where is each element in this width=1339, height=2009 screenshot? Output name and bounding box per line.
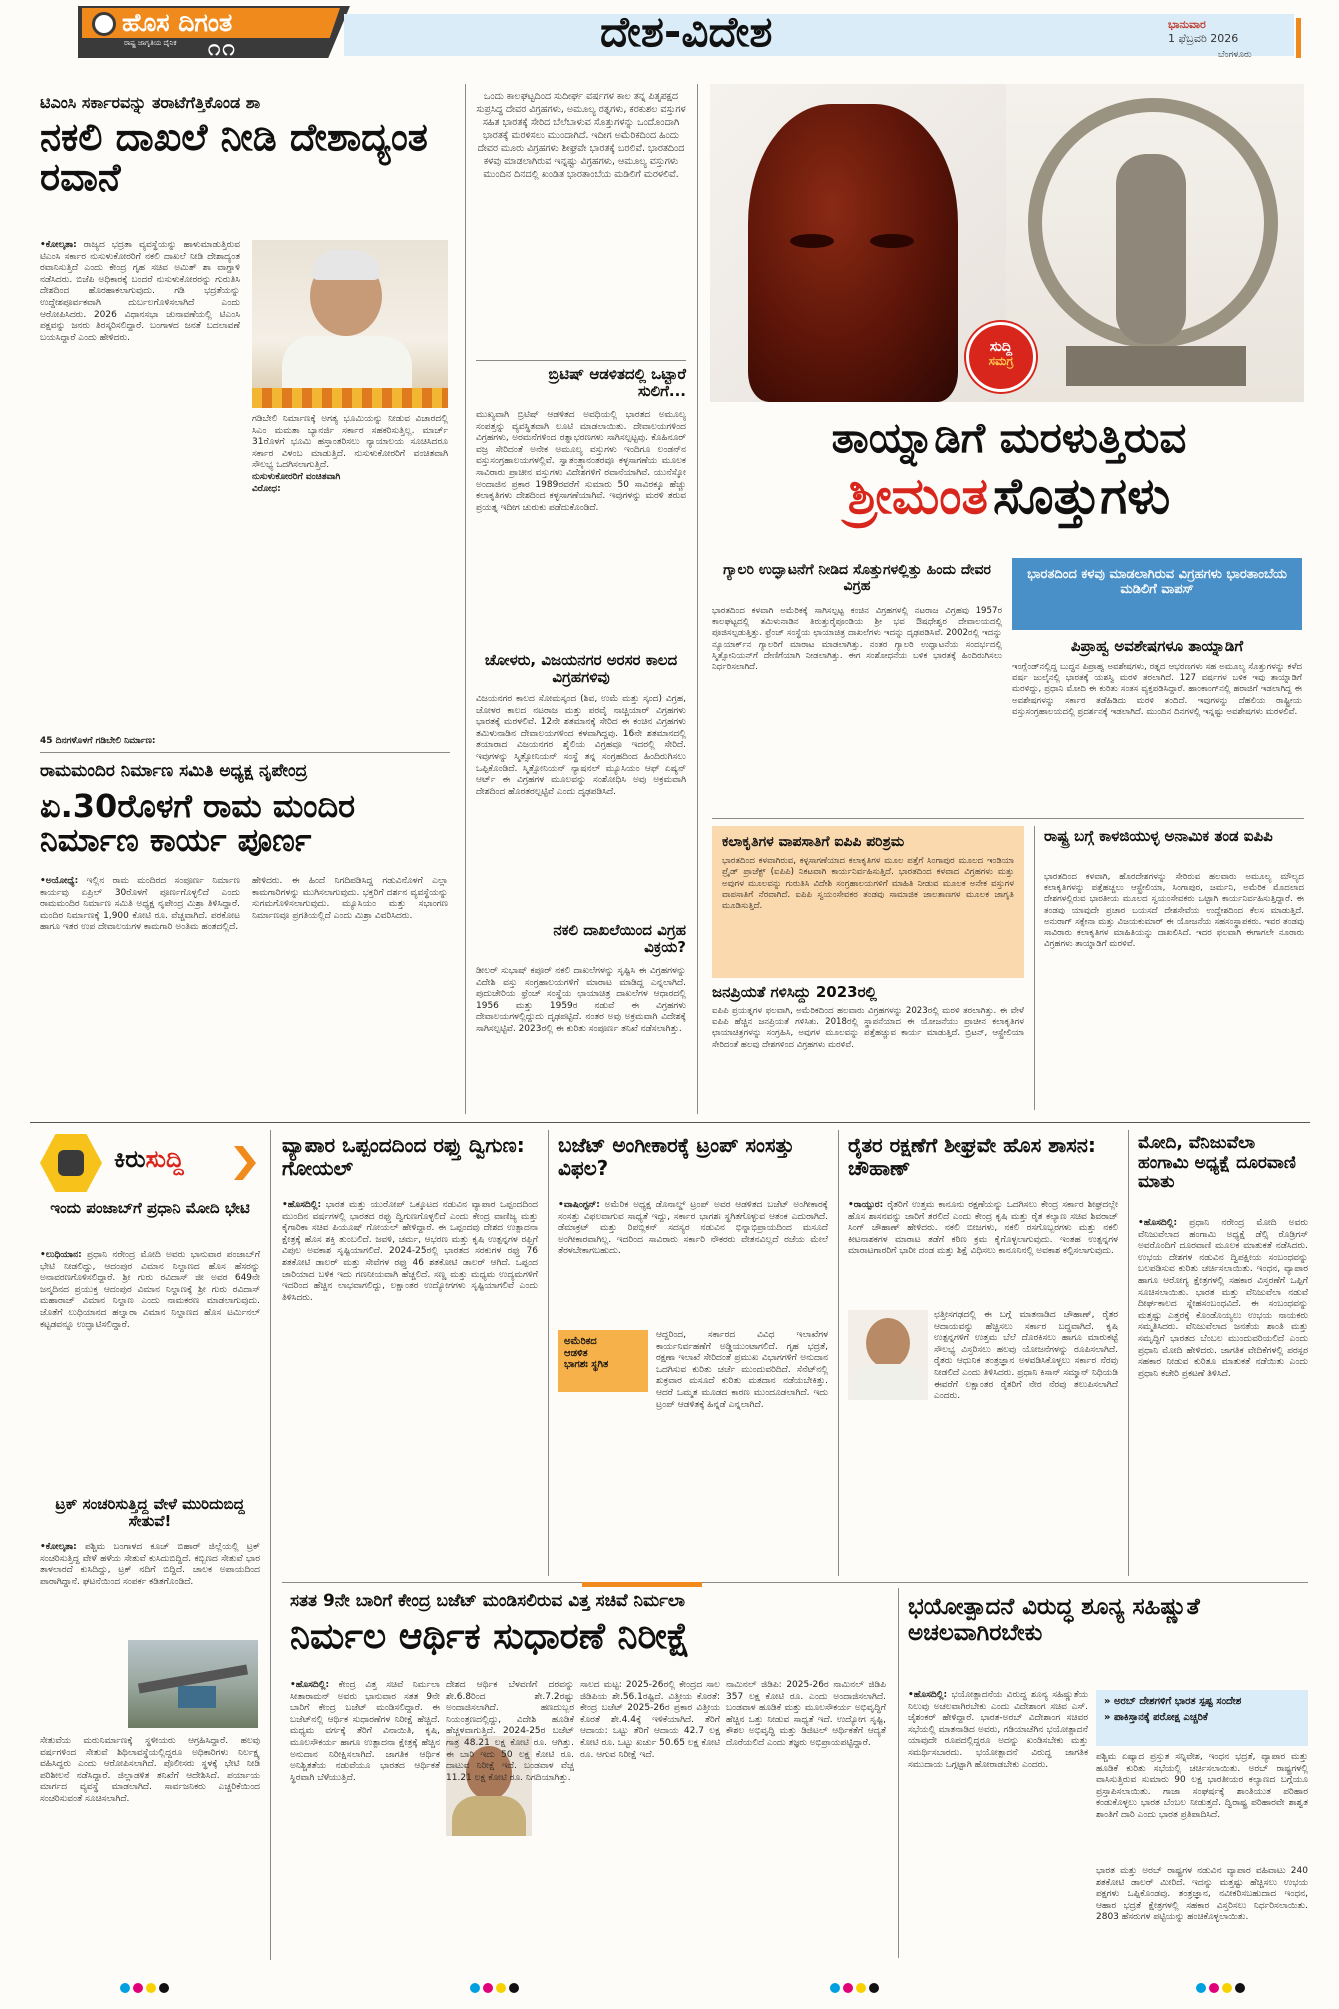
farmer-headline: ರೈತರ ರಕ್ಷಣೆಗೆ ಶೀಘ್ರವೇ ಹೊಸ ಶಾಸನ: ಚೌಹಾಣ್ — [848, 1133, 1096, 1180]
kiru-item2-body — [40, 1542, 260, 1624]
trump-box-line3: ಭಾಗಶಃ ಸ್ಥಗಿತ — [564, 1359, 609, 1370]
trade-text: ಭಾರತ ಮತ್ತು ಯುರೋಪ್ ಒಕ್ಕೂಟದ ನಡುವಿನ ವ್ಯಾಪಾರ ಒಪ್ಪಂದದಿಂದ ಮುಂದಿನ ವರ್ಷಗಳಲ್ಲಿ ಭಾರತದ ರಫ್ತು ದ್ವಿಗುಣಗೊಳ್ಳಲಿದೆ ಎಂದು ಕೇಂದ್ರ ವಾಣಿಜ್ಯ ಮತ್ತು ಕೈಗಾರಿಕಾ ಸಚಿವ ಪಿಯೂಷ್ ಗೋಯಲ್ ಹೇಳಿದ್ದಾರೆ. ಈ ಒಪ್ಪಂದವು ದೇಶದ ಉತ್ಪಾದನಾ ಕ್ಷೇತ್ರಕ್ಕೆ ಹೊಸ ಶಕ್ತಿ ತುಂಬಲಿದೆ. ಜವಳಿ, ಚರ್ಮ, ಆಭರಣ ಮತ್ತು ಕೃಷಿ ಉತ್ಪನ್ನಗಳ ರಫ್ತಿಗೆ ವಿಪುಲ ಅವಕಾಶ ಸೃಷ್ಟಿಯಾಗಲಿದೆ. 2024-25ರಲ್ಲಿ ಭಾರತದ ಸರಕುಗಳ ರಫ್ತು 76 ಶತಕೋಟಿ ಡಾಲರ್ ಮತ್ತು ಸೇವೆಗಳ ರಫ್ತು 46 ಶತಕೋಟಿ ಡಾಲರ್ ಆಗಿದೆ. ಒಪ್ಪಂದ ಜಾರಿಯಾದ ಬಳಿಕ ಇದು ಗಣನೀಯವಾಗಿ ಹೆಚ್ಚಲಿದೆ. ಸಣ್ಣ ಮತ್ತು ಮಧ್ಯಮ ಉದ್ಯಮಗಳಿಗೆ ಇದರಿಂದ ಹೆಚ್ಚಿನ ಲಾಭವಾಗಲಿದ್ದು, ಲಕ್ಷಾಂತರ ಉದ್ಯೋಗಗಳು ಸೃಷ್ಟಿಯಾಗಲಿವೆ ಎಂದು ತಿಳಿಸಿದರು. — [282, 1200, 538, 1303]
modi-ven-dateline: •ಹೊಸದಿಲ್ಲಿ: — [1138, 1218, 1178, 1228]
intro-body: ಒಂದು ಕಾಲಘಟ್ಟದಿಂದ ಸುದೀರ್ಘ ವರ್ಷಗಳ ಕಾಲ ತನ್ನ ಪಿತೃಪಕ್ಷದ ಸುಪ್ರಸಿದ್ಧ ದೇವರ ವಿಗ್ರಹಗಳು, ಅಮೂಲ್ಯ ರತ್ನಗಳು, ಕರಕುಶಲ ವಸ್ತುಗಳ ಸಹಿತ ಭಾರತಕ್ಕೆ ಸೇರಿದ ಬೆಲೆಬಾಳುವ ಸೊತ್ತುಗಳನ್ನು ಒಂದೊಂದಾಗಿ ಭಾರತಕ್ಕೆ ಮರಳಿಸಲು ಮುಂದಾಗಿದೆ. ಇದೀಗ ಅಮೆರಿಕದಿಂದ ಹಿಂದು ದೇವರ ಮೂರು ವಿಗ್ರಹಗಳು ಶೀಘ್ರವೇ ಭಾರತಕ್ಕೆ ಬರಲಿವೆ. ಭಾರತದಿಂದ ಕಳವು ಮಾಡಲಾಗಿರುವ ಇನ್ನಷ್ಟು ವಿಗ್ರಹಗಳು, ಆಮೂಲ್ಯ ವಸ್ತುಗಳು ಮುಂದಿನ ದಿನದಲ್ಲಿ ಖಂಡಿತ ಭಾರತಾಂಬೆಯ ಮಡಿಲಿಗೆ ಮರಳಲಿವೆ. — [476, 91, 686, 180]
divider — [476, 360, 686, 361]
trump-text: ಅಮೆರಿಕ ಅಧ್ಯಕ್ಷ ಡೊನಾಲ್ಡ್ ಟ್ರಂಪ್ ಅವರ ಆಡಳಿತದ ಬಜೆಟ್ ಅಂಗೀಕಾರಕ್ಕೆ ಸಂಸತ್ತು ವಿಫಲವಾಗುವ ಸಾಧ್ಯತೆ ಇದ್ದು, ಸರ್ಕಾರ ಭಾಗಶಃ ಸ್ಥಗಿತಗೊಳ್ಳುವ ಆತಂಕ ಎದುರಾಗಿದೆ. ಡೆಮಾಕ್ರಟ್ ಮತ್ತು ರಿಪಬ್ಲಿಕನ್ ಸದಸ್ಯರ ನಡುವಿನ ಭಿನ್ನಾಭಿಪ್ರಾಯದಿಂದ ಮಸೂದೆ ಅಂಗೀಕಾರವಾಗಿಲ್ಲ. ಇದರಿಂದ ಸಾವಿರಾರು ಸರ್ಕಾರಿ ನೌಕರರು ವೇತನವಿಲ್ಲದೆ ರಜೆಯ ಮೇಲೆ ತೆರಳಬೇಕಾಗಬಹುದು. — [558, 1200, 828, 1257]
orange-box-body: ಭಾರತದಿಂದ ಕಳವಾಗಿರುವ, ಕಳ್ಳಸಾಗಣೆಯಾದ ಕಲಾಕೃತಿಗಳ ಮೂಲ ಪತ್ತೆಗೆ ಸಿಂಗಾಪುರ ಮೂಲದ ಇಂಡಿಯಾ ಪ್ರೈಡ್ ಪ್ರಾಜೆಕ್ಟ್ (ಐಪಿಪಿ) ನಿಕಟವಾಗಿ ಕಾರ್ಯನಿರ್ವಹಿಸುತ್ತಿದೆ. ಭಾರತದಿಂದ ಕಳವಾದ ವಿಗ್ರಹಗಳು ಮತ್ತು ಅವುಗಳ ಮೂಲವನ್ನು ಗುರುತಿಸಿ ವಿದೇಶಿ ಸಂಗ್ರಹಾಲಯಗಳಿಗೆ ಮಾಹಿತಿ ನೀಡುವ ಮೂಲಕ ಅನೇಕ ವಸ್ತುಗಳ ವಾಪಸಾತಿಗೆ ನೆರವಾಗಿದೆ. ಐಪಿಪಿ ಸ್ವಯಂಸೇವಕರ ತಂಡವು ಸಾಮಾಜಿಕ ಜಾಲತಾಣಗಳ ಮೂಲಕ ಜಾಗೃತಿ ಮೂಡಿಸುತ್ತಿದೆ. — [722, 856, 1014, 911]
bronze-head-shape — [748, 104, 958, 402]
magenta-dot — [1209, 1983, 1219, 1993]
magenta-dot — [133, 1983, 143, 1993]
kiru-item2-headline: ಟ್ರಕ್ ಸಂಚರಿಸುತ್ತಿದ್ದ ವೇಳೆ ಮುರಿದುಬಿದ್ದ ಸೇತುವೆ! — [55, 1495, 245, 1531]
logo-text: ಹೊಸ ದಿಗಂತ — [122, 8, 233, 37]
farmer-text: ರೈತರಿಗೆ ಉತ್ತಮ ಕಾನೂನು ರಕ್ಷಣೆಯನ್ನು ಒದಗಿಸಲು ಕೇಂದ್ರ ಸರ್ಕಾರ ಶೀಘ್ರದಲ್ಲೇ ಹೊಸ ಶಾಸನವನ್ನು ಜಾರಿಗೆ ತರಲಿದೆ ಎಂದು ಕೇಂದ್ರ ಕೃಷಿ ಮತ್ತು ರೈತ ಕಲ್ಯಾಣ ಸಚಿವ ಶಿವರಾಜ್ ಸಿಂಗ್ ಚೌಹಾಣ್ ಹೇಳಿದರು. ನಕಲಿ ಬೀಜಗಳು, ನಕಲಿ ರಸಗೊಬ್ಬರಗಳು ಮತ್ತು ನಕಲಿ ಕೀಟನಾಶಕಗಳ ಮಾರಾಟ ತಡೆಗೆ ಕಠಿಣ ಕ್ರಮ ಕೈಗೊಳ್ಳಲಾಗುವುದು. ಇಂತಹ ಉತ್ಪನ್ನಗಳ ಮಾರಾಟಗಾರರಿಗೆ ಭಾರೀ ದಂಡ ಮತ್ತು ಶಿಕ್ಷೆ ವಿಧಿಸಲು ಕಾನೂನಿನಲ್ಲಿ ಅವಕಾಶ ಕಲ್ಪಿಸಲಾಗುವುದು. — [848, 1200, 1118, 1257]
trump-box-line1: ಅಮೆರಿಕದ — [564, 1336, 597, 1347]
printer-marks-far-right — [1196, 1978, 1248, 1997]
kiru-item2-text: ಪಶ್ಚಿಮ ಬಂಗಾಳದ ಕೂಚ್ ಬಿಹಾರ್ ಜಿಲ್ಲೆಯಲ್ಲಿ ಟ್ರಕ್ ಸಂಚರಿಸುತ್ತಿದ್ದ ವೇಳೆ ಹಳೆಯ ಸೇತುವೆ ಕುಸಿದುಬಿದ್ದಿದೆ. ಕಬ್ಬಿಣದ ಸೇತುವೆ ಭಾರ ತಾಳಲಾರದೆ ಕುಸಿದಿದ್ದು, ಟ್ರಕ್ ನದಿಗೆ ಬಿದ್ದಿದೆ. ಚಾಲಕ ಅಪಾಯದಿಂದ ಪಾರಾಗಿದ್ದಾನೆ. ಘಟನೆಯಿಂದ ಸಂಪರ್ಕ ಕಡಿತಗೊಂಡಿದೆ. — [40, 1542, 260, 1587]
kirusuddi-suffix: ಸುದ್ದಿ — [145, 1145, 184, 1173]
terror-highlight-box — [1096, 1690, 1308, 1746]
section-title: ದೇಶ-ವಿದೇಶ — [600, 7, 773, 56]
magenta-dot — [843, 1983, 853, 1993]
tmc-body-text-2: ಗಡಿಬೇಲಿ ನಿರ್ಮಾಣಕ್ಕೆ ಅಗತ್ಯ ಭೂಮಿಯನ್ನು ನೀಡುವ ವಿಚಾರದಲ್ಲಿ ಸಿಎಂ ಮಮತಾ ಬ್ಯಾನರ್ಜಿ ಸರ್ಕಾರ ಸಹಕರಿಸುತ್ತಿಲ್ಲ. ಮಾರ್ಚ್ 31ರೊಳಗೆ ಭೂಮಿ ಹಸ್ತಾಂತರಿಸಲು ನ್ಯಾಯಾಲಯ ಸೂಚಿಸಿದರೂ ಸರ್ಕಾರ ವಿಳಂಬ ಮಾಡುತ್ತಿದೆ. ನುಸುಳುಕೋರರಿಗೆ ವಂಚಿತವಾಗಿ ಸೌಲಭ್ಯ ಒದಗಿಸಲಾಗುತ್ತಿದೆ. — [252, 414, 448, 471]
kiru-item2-more: ಸೇತುವೆಯ ಮರುನಿರ್ಮಾಣಕ್ಕೆ ಸ್ಥಳೀಯರು ಆಗ್ರಹಿಸಿದ್ದಾರೆ. ಹಲವು ವರ್ಷಗಳಿಂದ ಸೇತುವೆ ಶಿಥಿಲಾವಸ್ಥೆಯಲ್ಲಿದ್ದರೂ ಅಧಿಕಾರಿಗಳು ನಿರ್ಲಕ್ಷ್ಯ ವಹಿಸಿದ್ದರು ಎಂದು ಆರೋಪಿಸಲಾಗಿದೆ. ಪೊಲೀಸರು ಸ್ಥಳಕ್ಕೆ ಭೇಟಿ ನೀಡಿ ಪರಿಶೀಲನೆ ನಡೆಸಿದ್ದಾರೆ. ಜಿಲ್ಲಾಡಳಿತ ತನಿಖೆಗೆ ಆದೇಶಿಸಿದೆ. ಪರ್ಯಾಯ ಮಾರ್ಗದ ವ್ಯವಸ್ಥೆ ಮಾಡಲಾಗಿದೆ. ಸಾರ್ವಜನಿಕರು ಎಚ್ಚರಿಕೆಯಿಂದ ಸಂಚರಿಸುವಂತೆ ಸೂಚಿಸಲಾಗಿದೆ. — [40, 1736, 260, 1804]
bronze-eye-right — [870, 234, 914, 248]
printer-marks-center — [470, 1978, 522, 1997]
terror-box-item2: » ಪಾಕಿಸ್ತಾನಕ್ಕೆ ಪರೋಕ್ಷ ಎಚ್ಚರಿಕೆ — [1104, 1711, 1208, 1723]
modi-ven-text: ಪ್ರಧಾನಿ ನರೇಂದ್ರ ಮೋದಿ ಅವರು ವೆನಿಜುವೆಲಾದ ಹಂಗಾಮಿ ಅಧ್ಯಕ್ಷೆ ಡೆಲ್ಸಿ ರೊಡ್ರಿಗಸ್ ಅವರೊಂದಿಗೆ ದೂರವಾಣಿ ಮೂಲಕ ಮಾತುಕತೆ ನಡೆಸಿದರು. ಉಭಯ ದೇಶಗಳ ನಡುವಿನ ದ್ವಿಪಕ್ಷೀಯ ಸಂಬಂಧವನ್ನು ಬಲಪಡಿಸುವ ಕುರಿತು ಚರ್ಚಿಸಲಾಯಿತು. ಇಂಧನ, ವ್ಯಾಪಾರ ಹಾಗೂ ಆರೋಗ್ಯ ಕ್ಷೇತ್ರಗಳಲ್ಲಿ ಸಹಕಾರ ವಿಸ್ತರಣೆಗೆ ಒಪ್ಪಿಗೆ ಸೂಚಿಸಲಾಯಿತು. ಭಾರತ ಮತ್ತು ವೆನಿಜುವೆಲಾ ನಡುವೆ ದೀರ್ಘಕಾಲದ ಸ್ನೇಹಸಂಬಂಧವಿದೆ. ಈ ಸಂಬಂಧವನ್ನು ಮತ್ತಷ್ಟು ಎತ್ತರಕ್ಕೆ ಕೊಂಡೊಯ್ಯಲು ಉಭಯ ನಾಯಕರು ಸಮ್ಮತಿಸಿದರು. ವೆನಿಜುವೆಲಾದ ಜನತೆಯ ಶಾಂತಿ ಮತ್ತು ಸಮೃದ್ಧಿಗೆ ಭಾರತದ ಬೆಂಬಲ ಮುಂದುವರಿಯಲಿದೆ ಎಂದು ಪ್ರಧಾನಿ ಮೋದಿ ಹೇಳಿದರು. ಜಾಗತಿಕ ವೇದಿಕೆಗಳಲ್ಲಿ ಪರಸ್ಪರ ಸಹಕಾರ ನೀಡುವ ಕುರಿತೂ ಮಾತುಕತೆ ನಡೆಯಿತು ಎಂದು ಪ್ರಧಾನಿ ಕಚೇರಿ ಪ್ರಕಟಣೆ ತಿಳಿಸಿದೆ. — [1138, 1218, 1308, 1379]
cyan-dot — [120, 1983, 130, 1993]
ram-body-text: ಇಲ್ಲಿನ ರಾಮ ಮಂದಿರದ ಸಂಪೂರ್ಣ ನಿರ್ಮಾಣ ಕಾರ್ಯವು ಏಪ್ರಿಲ್ 30ರೊಳಗೆ ಪೂರ್ಣಗೊಳ್ಳಲಿದೆ ಎಂದು ರಾಮಮಂದಿರ ನಿರ್ಮಾಣ ಸಮಿತಿ ಅಧ್ಯಕ್ಷ ನೃಪೇಂದ್ರ ಮಿಶ್ರಾ ತಿಳಿಸಿದ್ದಾರೆ. ಮಂದಿರ ನಿರ್ಮಾಣಕ್ಕೆ 1,900 ಕೋಟಿ ರೂ. ವೆಚ್ಚವಾಗಿದೆ. ಪರಕೋಟ ಹಾಗೂ ಇತರ ಉಪ ದೇವಾಲಯಗಳ ಕಾಮಗಾರಿ ಅಂತಿಮ ಹಂತದಲ್ಲಿದೆ. — [40, 876, 240, 933]
page-number: ೧೧ — [208, 36, 237, 61]
feature-headline-red: ಶ್ರೀಮಂತ — [847, 467, 988, 525]
budget-dateline: •ಹೊಸದಿಲ್ಲಿ: — [290, 1680, 330, 1690]
black-dot — [509, 1983, 519, 1993]
ram-body-col1 — [40, 876, 240, 1116]
ram-dateline: •ಅಯೋಧ್ಯೆ: — [40, 876, 79, 886]
badge-line1: ಸುದ್ದಿ — [989, 339, 1013, 355]
trump-headline: ಬಜೆಟ್ ಅಂಗೀಕಾರಕ್ಕೆ ಟ್ರಂಪ್ ಸಂಸತ್ತು ವಿಫಲ? — [558, 1133, 795, 1180]
nirmala-saree — [452, 1796, 526, 1836]
tmc-body-col1 — [40, 240, 240, 750]
terror-box-item1: » ಅರಬ್ ದೇಶಗಳಿಗೆ ಭಾರತ ಸ್ಪಷ್ಟ ಸಂದೇಶ — [1104, 1696, 1242, 1707]
cyan-dot — [470, 1983, 480, 1993]
badge-line2: ಸಮಗ್ರ — [988, 354, 1014, 369]
day-label: ಭಾನುವಾರ — [1168, 18, 1206, 31]
feature-headline-1: ತಾಯ್ನಾಡಿಗೆ ಮರಳುತ್ತಿರುವ — [831, 413, 1187, 462]
trump-body-2: ಆದ್ದರಿಂದ, ಸರ್ಕಾರದ ವಿವಿಧ ಇಲಾಖೆಗಳ ಕಾರ್ಯನಿರ್ವಹಣೆಗೆ ಅಡ್ಡಿಯುಂಟಾಗಲಿದೆ. ಗೃಹ ಭದ್ರತೆ, ರಕ್ಷಣಾ ಇಲಾಖೆ ಸೇರಿದಂತೆ ಪ್ರಮುಖ ವಿಭಾಗಗಳಿಗೆ ಅನುದಾನ ಒದಗಿಸುವ ಕುರಿತು ಚರ್ಚೆ ಮುಂದುವರಿದಿದೆ. ಸೆನೆಟ್‌ನಲ್ಲಿ ಶುಕ್ರವಾರ ಮಸೂದೆ ಕುರಿತು ಮತದಾನ ನಡೆಯಬೇಕಿತ್ತು. ಆದರೆ ಒಮ್ಮತ ಮೂಡದ ಕಾರಣ ಮುಂದೂಡಲಾಗಿದೆ. ಇದು ಟ್ರಂಪ್ ಆಡಳಿತಕ್ಕೆ ಹಿನ್ನಡೆ ಎನ್ನಲಾಗಿದೆ. — [656, 1330, 828, 1410]
modi-ven-headline: ಮೋದಿ, ವೆನಿಜುವೆಲಾ ಹಂಗಾಮಿ ಅಧ್ಯಕ್ಷೆ ದೂರವಾಣಿ ಮಾತು — [1138, 1133, 1296, 1193]
bridge-photo — [128, 1640, 258, 1728]
farmer-body-2: ಛತ್ತೀಸಗಢದಲ್ಲಿ ಈ ಬಗ್ಗೆ ಮಾತನಾಡಿದ ಚೌಹಾಣ್, ರೈತರ ಆದಾಯವನ್ನು ಹೆಚ್ಚಿಸಲು ಸರ್ಕಾರ ಬದ್ಧವಾಗಿದೆ. ಕೃಷಿ ಉತ್ಪನ್ನಗಳಿಗೆ ಉತ್ತಮ ಬೆಲೆ ದೊರಕಿಸಲು ಹಾಗೂ ಮಾರುಕಟ್ಟೆ ಸೌಲಭ್ಯ ವಿಸ್ತರಿಸಲು ಹಲವು ಯೋಜನೆಗಳನ್ನು ರೂಪಿಸಲಾಗಿದೆ. ರೈತರು ಆಧುನಿಕ ತಂತ್ರಜ್ಞಾನ ಅಳವಡಿಸಿಕೊಳ್ಳಲು ಸರ್ಕಾರ ನೆರವು ನೀಡಲಿದೆ ಎಂದು ತಿಳಿಸಿದರು. ಪ್ರಧಾನಿ ಕಿಸಾನ್ ಸಮ್ಮಾನ್ ನಿಧಿಯಡಿ ಈವರೆಗೆ ಲಕ್ಷಾಂತರ ರೈತರಿಗೆ ನೇರ ನೆರವು ತಲುಪಿಸಲಾಗಿದೆ ಎಂದರು. — [934, 1310, 1118, 1402]
budget-col2b — [446, 1840, 574, 1954]
yellow-dot — [146, 1983, 156, 1993]
divider — [1128, 1130, 1129, 1576]
tmc-subhead-2: ವಿರೋಧ: — [252, 483, 281, 494]
trade-headline: ವ್ಯಾಪಾರ ಒಪ್ಪಂದದಿಂದ ರಫ್ತು ದ್ವಿಗುಣ: ಗೋಯಲ್ — [282, 1133, 525, 1180]
chola-headline: ಚೋಳರು, ವಿಜಯನಗರ ಅರಸರ ಕಾಲದ ವಿಗ್ರಹಗಳಿವು — [484, 651, 678, 687]
divider — [282, 1582, 1308, 1583]
terror-body — [908, 1690, 1088, 1954]
gallery-body: ಭಾರತದಿಂದ ಕಳವಾಗಿ ಅಮೆರಿಕಕ್ಕೆ ಸಾಗಿಸಲ್ಪಟ್ಟ ಕಂಚಿನ ವಿಗ್ರಹಗಳಲ್ಲಿ ನಟರಾಜ ವಿಗ್ರಹವು 1957ರ ಕಾಲಘಟ್ಟದಲ್ಲಿ ತಮಿಳುನಾಡಿನ ತಿರುತ್ತುರೈಪೂಂಡಿಯ ಶ್ರೀ ಭವ ಔಷಧೇಶ್ವರ ದೇವಾಲಯದಲ್ಲಿ ಪೂಜಿಸಲ್ಪಡುತ್ತಿತ್ತು. ಫ್ರೆಂಚ್ ಸಂಸ್ಥೆಯ ಛಾಯಾಚಿತ್ರ ದಾಖಲೆಗಳು ಇದನ್ನು ದೃಢಪಡಿಸಿವೆ. 2002ರಲ್ಲಿ ಇದನ್ನು ನ್ಯೂಯಾರ್ಕ್‌ನ ಗ್ಯಾಲರಿಗೆ ಮಾರಾಟ ಮಾಡಲಾಗಿತ್ತು. ನಂತರ ಗ್ಯಾಲರಿ ಉದ್ಘಾಟನೆಯ ಸಂದರ್ಭದಲ್ಲಿ ಸ್ಮಿತ್ಸೋನಿಯನ್‌ಗೆ ದೇಣಿಗೆಯಾಗಿ ನೀಡಲಾಗಿತ್ತು. ಈಗ ಸಂಶೋಧನೆಯ ಬಳಿಕ ಭಾರತಕ್ಕೆ ಹಿಂದಿರುಗಿಸಲು ನಿರ್ಧರಿಸಲಾಗಿದೆ. — [712, 606, 1002, 673]
kirusuddi-label — [40, 1134, 266, 1194]
yellow-dot — [1222, 1983, 1232, 1993]
yellow-dot — [856, 1983, 866, 1993]
tmc-headline: ನಕಲಿ ದಾಖಲೆ ನೀಡಿ ದೇಶಾದ್ಯಂತ ರವಾನೆ — [40, 115, 428, 199]
british-body: ಮುಖ್ಯವಾಗಿ ಬ್ರಿಟಿಷ್ ಆಡಳಿತದ ಅವಧಿಯಲ್ಲಿ ಭಾರತದ ಅಮೂಲ್ಯ ಸಂಪತ್ತನ್ನು ವ್ಯವಸ್ಥಿತವಾಗಿ ಲೂಟಿ ಮಾಡಲಾಯಿತು. ದೇವಾಲಯಗಳಿಂದ ವಿಗ್ರಹಗಳು, ಅರಮನೆಗಳಿಂದ ರತ್ನಾಭರಣಗಳು ಸಾಗಿಸಲ್ಪಟ್ಟವು. ಕೊಹಿನೂರ್ ವಜ್ರ ಸೇರಿದಂತೆ ಅನೇಕ ಅಮೂಲ್ಯ ವಸ್ತುಗಳು ಇಂದಿಗೂ ಲಂಡನ್‌ನ ವಸ್ತುಸಂಗ್ರಹಾಲಯಗಳಲ್ಲಿವೆ. ಸ್ವಾತಂತ್ರ್ಯಾನಂತರವೂ ಕಳ್ಳಸಾಗಣೆಯ ಮೂಲಕ ಸಾವಿರಾರು ಪ್ರಾಚೀನ ವಸ್ತುಗಳು ವಿದೇಶಗಳಿಗೆ ರವಾನೆಯಾಗಿವೆ. ಯುನೆಸ್ಕೋ ಅಂದಾಜಿನ ಪ್ರಕಾರ 1989ರವರೆಗೆ ಸುಮಾರು 50 ಸಾವಿರಕ್ಕೂ ಹೆಚ್ಚು ಕಲಾಕೃತಿಗಳು ದೇಶದಿಂದ ಕಳ್ಳಸಾಗಣೆಯಾಗಿವೆ. ಇವುಗಳನ್ನು ಮರಳಿ ತರುವ ಪ್ರಯತ್ನ ಇದೀಗ ಚುರುಕು ಪಡೆದುಕೊಂಡಿದೆ. — [476, 410, 686, 513]
trump-body — [558, 1200, 828, 1326]
cyan-dot — [830, 1983, 840, 1993]
photo-hair — [312, 250, 380, 280]
kiru-item2-dateline: •ಕೋಲ್ಕತಾ: — [40, 1542, 77, 1552]
nation-headline: ರಾಷ್ಟ್ರ ಬಗ್ಗೆ ಕಾಳಜಿಯುಳ್ಳ ಅನಾಮಿಕ ತಂಡ ಐಪಿಪಿ — [1044, 827, 1273, 845]
terror-dateline: •ಹೊಸದಿಲ್ಲಿ: — [908, 1690, 948, 1700]
terror-box-item2-text: ಪಾಕಿಸ್ತಾನಕ್ಕೆ ಪರೋಕ್ಷ ಎಚ್ಚರಿಕೆ — [1113, 1711, 1208, 1723]
printer-marks-left — [120, 1978, 172, 1997]
gallery-headline: ಗ್ಯಾಲರಿ ಉದ್ಘಾಟನೆಗೆ ನೀಡಿದ ಸೊತ್ತುಗಳಲ್ಲಿತ್ತು ಹಿಂದು ದೇವರ ವಿಗ್ರಹ — [723, 562, 991, 595]
nataraja-base — [1066, 346, 1246, 386]
magenta-dot — [483, 1983, 493, 1993]
terror-body-2: ಪಶ್ಚಿಮ ಏಷ್ಯಾದ ಪ್ರಸ್ತುತ ಸನ್ನಿವೇಶ, ಇಂಧನ ಭದ್ರತೆ, ವ್ಯಾಪಾರ ಮತ್ತು ಹೂಡಿಕೆ ಕುರಿತು ಸಭೆಯಲ್ಲಿ ಚರ್ಚಿಸಲಾಯಿತು. ಅರಬ್ ರಾಷ್ಟ್ರಗಳಲ್ಲಿ ವಾಸಿಸುತ್ತಿರುವ ಸುಮಾರು 90 ಲಕ್ಷ ಭಾರತೀಯರ ಕಲ್ಯಾಣದ ಬಗ್ಗೆಯೂ ಪ್ರಸ್ತಾಪಿಸಲಾಯಿತು. ಗಾಜಾ ಸಂಘರ್ಷಕ್ಕೆ ಶಾಂತಿಯುತ ಪರಿಹಾರ ಕಂಡುಕೊಳ್ಳಲು ಭಾರತ ಬೆಂಬಲ ನೀಡುತ್ತದೆ. ದ್ವಿರಾಷ್ಟ್ರ ಪರಿಹಾರವೇ ಶಾಶ್ವತ ಶಾಂತಿಗೆ ದಾರಿ ಎಂದು ಭಾರತ ಪ್ರತಿಪಾದಿಸಿದೆ. — [1096, 1752, 1308, 1820]
blue-info-box — [1012, 558, 1302, 630]
kirusuddi-text — [114, 1146, 184, 1174]
divider — [40, 752, 450, 753]
hand-icon — [58, 1150, 84, 1176]
popularity-headline: ಜನಪ್ರಿಯತೆ ಗಳಿಸಿದ್ದು 2023ರಲ್ಲಿ — [712, 983, 877, 1001]
divider — [697, 84, 698, 1114]
fake-doc-headline: ನಕಲಿ ದಾಖಲೆಯಿಂದ ವಿಗ್ರಹ ವಿಕ್ರಯ? — [553, 921, 686, 957]
photo-flowers — [252, 388, 448, 408]
tmc-body-text: ರಾಜ್ಯದ ಭದ್ರತಾ ವ್ಯವಸ್ಥೆಯನ್ನು ಹಾಳುಮಾಡುತ್ತಿರುವ ಟಿಎಂಸಿ ಸರ್ಕಾರ ನುಸುಳುಕೋರರಿಗೆ ನಕಲಿ ದಾಖಲೆ ನೀಡಿ ದೇಶಾದ್ಯಂತ ರವಾನಿಸುತ್ತಿದೆ ಎಂದು ಕೇಂದ್ರ ಗೃಹ ಸಚಿವ ಅಮಿತ್ ಶಾ ವಾಗ್ದಾಳಿ ನಡೆಸಿದರು. ಬಿಜೆಪಿ ಅಧಿಕಾರಕ್ಕೆ ಬಂದರೆ ನುಸುಳುಕೋರರನ್ನು ಗುರುತಿಸಿ ದೇಶದಿಂದ ಹೊರಹಾಕಲಾಗುವುದು. ಗಡಿ ಭದ್ರತೆಯನ್ನು ಉದ್ದೇಶಪೂರ್ವಕವಾಗಿ ದುರ್ಬಲಗೊಳಿಸಲಾಗಿದೆ ಎಂದು ಆರೋಪಿಸಿದರು. 2026 ವಿಧಾನಸಭಾ ಚುನಾವಣೆಯಲ್ಲಿ ಟಿಎಂಸಿ ಪಕ್ಷವನ್ನು ಜನರು ತಿರಸ್ಕರಿಸಲಿದ್ದಾರೆ. ಬಂಗಾಳದ ಜನತೆ ಬದಲಾವಣೆ ಬಯಸಿದ್ದಾರೆ ಎಂದು ಹೇಳಿದರು. — [40, 240, 240, 343]
terror-text: ಭಯೋತ್ಪಾದನೆಯ ವಿರುದ್ಧ ಶೂನ್ಯ ಸಹಿಷ್ಣುತೆಯ ನಿಲುವು ಅಚಲವಾಗಿರಬೇಕು ಎಂದು ವಿದೇಶಾಂಗ ಸಚಿವ ಎಸ್. ಜೈಶಂಕರ್ ಹೇಳಿದ್ದಾರೆ. ಭಾರತ-ಅರಬ್ ವಿದೇಶಾಂಗ ಸಚಿವರ ಸಭೆಯಲ್ಲಿ ಮಾತನಾಡಿದ ಅವರು, ಗಡಿಯಾಚೆಗಿನ ಭಯೋತ್ಪಾದನೆ ಯಾವುದೇ ರೂಪದಲ್ಲಿದ್ದರೂ ಅದನ್ನು ಖಂಡಿಸಬೇಕು ಮತ್ತು ಸಮರ್ಥಿಸಬಾರದು. ಭಯೋತ್ಪಾದನೆ ವಿರುದ್ಧ ಜಾಗತಿಕ ಸಮುದಾಯ ಒಗ್ಗಟ್ಟಾಗಿ ಹೋರಾಡಬೇಕು ಎಂದರು. — [908, 1690, 1088, 1770]
budget-kicker: ಸತತ 9ನೇ ಬಾರಿಗೆ ಕೇಂದ್ರ ಬಜೆಟ್ ಮಂಡಿಸಲಿರುವ ವಿತ್ತ ಸಚಿವೆ ನಿರ್ಮಲಾ — [290, 1591, 685, 1611]
date-block — [1168, 18, 1308, 62]
terror-headline: ಭಯೋತ್ಪಾದನೆ ವಿರುದ್ಧ ಶೂನ್ಯ ಸಹಿಷ್ಣುತೆ ಅಚಲವಾಗಿರಬೇಕು — [908, 1594, 1200, 1647]
orange-info-box — [712, 826, 1024, 978]
budget-col4: ನಾಮಿನಲ್ ಜಿಡಿಪಿ: 2025-26ರ ನಾಮಿನಲ್ ಜಿಡಿಪಿ 357 ಲಕ್ಷ ಕೋಟಿ ರೂ. ಎಂದು ಅಂದಾಜಿಸಲಾಗಿದೆ. ಬಂಡವಾಳ ಹೂಡಿಕೆ ಮತ್ತು ಮೂಲಸೌಕರ್ಯ ಅಭಿವೃದ್ಧಿಗೆ ಹೆಚ್ಚಿನ ಒತ್ತು ನೀಡುವ ಸಾಧ್ಯತೆ ಇದೆ. ಉದ್ಯೋಗ ಸೃಷ್ಟಿ, ಕೌಶಲ ಅಭಿವೃದ್ಧಿ ಮತ್ತು ಡಿಜಿಟಲ್ ಆರ್ಥಿಕತೆಗೆ ಆದ್ಯತೆ ದೊರೆಯಲಿದೆ ಎಂದು ತಜ್ಞರು ಅಭಿಪ್ರಾಯಪಟ್ಟಿದ್ದಾರೆ. — [726, 1680, 886, 1748]
kirusuddi-prefix: ಕಿರು — [114, 1145, 146, 1173]
printer-marks-right — [830, 1978, 882, 1997]
date-accent-bar — [1296, 18, 1301, 58]
budget-headline: ನಿರ್ಮಲ ಆರ್ಥಿಕ ಸುಧಾರಣೆ ನಿರೀಕ್ಷೆ — [290, 1616, 691, 1657]
ram-body-text-2: ಹೇಳಿದರು. ಈ ಹಿಂದೆ ನಿಗದಿಪಡಿಸಿದ್ದ ಗಡುವಿನೊಳಗೆ ಎಲ್ಲಾ ಕಾಮಗಾರಿಗಳನ್ನು ಮುಗಿಸಲಾಗುವುದು. ಭಕ್ತರಿಗೆ ದರ್ಶನ ವ್ಯವಸ್ಥೆಯನ್ನು ಸುಗಮಗೊಳಿಸಲಾಗುವುದು. ಮ್ಯೂಸಿಯಂ ಮತ್ತು ಸಭಾಂಗಣ ನಿರ್ಮಾಣವೂ ಪ್ರಗತಿಯಲ್ಲಿದೆ ಎಂದು ಮಿಶ್ರಾ ವಿವರಿಸಿದರು. — [252, 876, 448, 921]
trade-body — [282, 1200, 538, 1572]
budget-col1 — [290, 1680, 440, 1954]
farmer-body — [848, 1200, 1118, 1306]
trump-body-3 — [558, 1398, 828, 1572]
tmc-dateline: •ಕೋಲ್ಕತಾ: — [40, 240, 77, 250]
chola-body: ವಿಜಯನಗರ ಕಾಲದ ಸೋಮಸ್ಕಂದ (ಶಿವ, ಉಮೆ ಮತ್ತು ಸ್ಕಂದ) ವಿಗ್ರಹ, ಚೋಳರ ಕಾಲದ ನಟರಾಜ ಮತ್ತು ಪರವೈ ನಾಚ್ಚಿಯಾರ್ ವಿಗ್ರಹಗಳು ಭಾರತಕ್ಕೆ ಮರಳಲಿವೆ. 12ನೇ ಶತಮಾನಕ್ಕೆ ಸೇರಿದ ಈ ಕಂಚಿನ ವಿಗ್ರಹಗಳು ತಮಿಳುನಾಡಿನ ದೇವಾಲಯಗಳಿಂದ ಕಳವಾಗಿದ್ದವು. 16ನೇ ಶತಮಾನದಲ್ಲಿ ತಯಾರಾದ ವಿಜಯನಗರ ಶೈಲಿಯ ವಿಗ್ರಹವೂ ಇದರಲ್ಲಿ ಸೇರಿದೆ. ಇವುಗಳನ್ನು ಸ್ಮಿತ್ಸೋನಿಯನ್ ಸಂಸ್ಥೆ ತನ್ನ ಸಂಗ್ರಹದಿಂದ ಹಿಂದಿರುಗಿಸಲು ಒಪ್ಪಿಕೊಂಡಿದೆ. ಸ್ಮಿತ್ಸೋನಿಯನ್ ನ್ಯಾಷನಲ್ ಮ್ಯೂಸಿಯಂ ಆಫ್ ಏಷ್ಯನ್ ಆರ್ಟ್ ಈ ವಿಗ್ರಹಗಳ ಮೂಲವನ್ನು ಸಂಶೋಧಿಸಿ ಅವು ಅಕ್ರಮವಾಗಿ ದೇಶದಿಂದ ಹೊರತರಲ್ಪಟ್ಟಿವೆ ಎಂದು ದೃಢಪಡಿಸಿದೆ. — [476, 694, 686, 797]
bronze-head-photo — [710, 84, 1006, 402]
trade-dateline: •ಹೊಸದಿಲ್ಲಿ: — [282, 1200, 322, 1210]
budget-text-1: ಕೇಂದ್ರ ವಿತ್ತ ಸಚಿವೆ ನಿರ್ಮಲಾ ಸೀತಾರಾಮನ್ ಅವರು ಭಾನುವಾರ ಸತತ 9ನೇ ಬಾರಿಗೆ ಕೇಂದ್ರ ಬಜೆಟ್ ಮಂಡಿಸಲಿದ್ದಾರೆ. ಈ ಬಜೆಟ್‌ನಲ್ಲಿ ಆರ್ಥಿಕ ಸುಧಾರಣೆಗಳ ನಿರೀಕ್ಷೆ ಹೆಚ್ಚಿದೆ. ಮಧ್ಯಮ ವರ್ಗಕ್ಕೆ ತೆರಿಗೆ ವಿನಾಯಿತಿ, ಕೃಷಿ, ಮೂಲಸೌಕರ್ಯ ಹಾಗೂ ಉತ್ಪಾದನಾ ಕ್ಷೇತ್ರಕ್ಕೆ ಹೆಚ್ಚಿನ ಅನುದಾನ ನಿರೀಕ್ಷಿಸಲಾಗಿದೆ. ಜಾಗತಿಕ ಆರ್ಥಿಕ ಅನಿಶ್ಚಿತತೆಯ ನಡುವೆಯೂ ಭಾರತದ ಆರ್ಥಿಕತೆ ಸ್ಥಿರವಾಗಿ ಬೆಳೆಯುತ್ತಿದೆ. — [290, 1680, 440, 1783]
masthead — [0, 0, 1339, 64]
truck-shape — [178, 1686, 216, 1708]
terror-body-3: ಭಾರತ ಮತ್ತು ಅರಬ್ ರಾಷ್ಟ್ರಗಳ ನಡುವಿನ ವ್ಯಾಪಾರ ವಹಿವಾಟು 240 ಶತಕೋಟಿ ಡಾಲರ್ ಮೀರಿದೆ. ಇದನ್ನು ಮತ್ತಷ್ಟು ಹೆಚ್ಚಿಸಲು ಉಭಯ ಪಕ್ಷಗಳು ಒಪ್ಪಿಕೊಂಡವು. ತಂತ್ರಜ್ಞಾನ, ನವೀಕರಿಸಬಹುದಾದ ಇಂಧನ, ಆಹಾರ ಭದ್ರತೆ ಕ್ಷೇತ್ರಗಳಲ್ಲಿ ಸಹಕಾರ ವಿಸ್ತರಿಸಲು ನಿರ್ಧರಿಸಲಾಯಿತು. 2803 ಹೆಸರುಗಳ ಪಟ್ಟಿಯನ್ನು ಹಂಚಿಕೊಳ್ಳಲಾಯಿತು. — [1096, 1866, 1308, 1923]
nataraja-photo — [1006, 84, 1304, 402]
budget-col2: ದೇಶದ ಆರ್ಥಿಕ ಬೆಳವಣಿಗೆ ದರವನ್ನು ಶೇ.6.8ರಿಂದ ಶೇ.7.2ರಷ್ಟು ಅಂದಾಜಿಸಲಾಗಿದೆ. ಹಣದುಬ್ಬರ ನಿಯಂತ್ರಣದಲ್ಲಿದ್ದು, ವಿದೇಶಿ ಹೂಡಿಕೆ ಹೆಚ್ಚಳವಾಗುತ್ತಿದೆ. 2024-25ರ ಬಜೆಟ್ ಗಾತ್ರ 48.21 ಲಕ್ಷ ಕೋಟಿ ರೂ. ಆಗಿತ್ತು. ಈ ಬಾರಿ ಇದು 50 ಲಕ್ಷ ಕೋಟಿ ರೂ. ದಾಟುವ ನಿರೀಕ್ಷೆ ಇದೆ. ಬಂಡವಾಳ ವೆಚ್ಚ 11.21 ಲಕ್ಷ ಕೋಟಿ ರೂ. ನಿಗದಿಯಾಗಿತ್ತು. — [446, 1680, 574, 1783]
piprahwa-headline: ಪಿಪ್ರಾಹ್ವ ಅವಶೇಷಗಳೂ ತಾಯ್ನಾಡಿಗೆ — [1070, 637, 1244, 655]
budget-accent-bar — [582, 1582, 702, 1587]
kiru-item1-dateline: •ಲುಧಿಯಾನ: — [40, 1250, 82, 1260]
ram-kicker: ರಾಮಮಂದಿರ ನಿರ್ಮಾಣ ಸಮಿತಿ ಅಧ್ಯಕ್ಷ ನೃಪೇಂದ್ರ — [40, 761, 308, 781]
divider — [712, 818, 1304, 819]
nation-body: ಭಾರತದಿಂದ ಕಳವಾಗಿ, ಹೊರದೇಶಗಳನ್ನು ಸೇರಿರುವ ಹಲವಾರು ಅಮೂಲ್ಯ ಮೌಲ್ಯದ ಕಲಾಕೃತಿಗಳನ್ನು ಪತ್ತೆಹಚ್ಚಲು ಆಸ್ಟ್ರೇಲಿಯಾ, ಸಿಂಗಾಪುರ, ಜರ್ಮನಿ, ಅಮೆರಿಕ ಮೊದಲಾದ ದೇಶಗಳಲ್ಲಿರುವ ಭಾರತೀಯ ಮೂಲದ ಸ್ವಯಂಸೇವಕರು ಒಟ್ಟಾಗಿ ಕಾರ್ಯನಿರ್ವಹಿಸುತ್ತಿದ್ದಾರೆ. ಈ ತಂಡವು ಯಾವುದೇ ಪ್ರಚಾರ ಬಯಸದೆ ದೇಶಸೇವೆಯ ಉದ್ದೇಶದಿಂದ ಕೆಲಸ ಮಾಡುತ್ತಿದೆ. ಅನುರಾಗ್ ಸಕ್ಸೇನಾ ಮತ್ತು ವಿಜಯಕುಮಾರ್ ಈ ಯೋಜನೆಯ ಸಹಸಂಸ್ಥಾಪಕರು. ಇವರ ತಂಡವು ಸಾವಿರಾರು ಕಲಾಕೃತಿಗಳ ಮಾಹಿತಿಯನ್ನು ದಾಖಲಿಸಿದೆ. ಇದರ ಫಲವಾಗಿ ಈಗಾಗಲೇ ನೂರಾರು ವಿಗ್ರಹಗಳು ತಾಯ್ನಾಡಿಗೆ ಮರಳಿವೆ. — [1044, 872, 1304, 950]
fake-doc-body: ಡೀಲರ್ ಸುಭಾಷ್ ಕಪೂರ್ ನಕಲಿ ದಾಖಲೆಗಳನ್ನು ಸೃಷ್ಟಿಸಿ ಈ ವಿಗ್ರಹಗಳನ್ನು ವಿದೇಶಿ ವಸ್ತು ಸಂಗ್ರಹಾಲಯಗಳಿಗೆ ಮಾರಾಟ ಮಾಡಿದ್ದ ಎನ್ನಲಾಗಿದೆ. ಪುದುಚೇರಿಯ ಫ್ರೆಂಚ್ ಸಂಸ್ಥೆಯ ಛಾಯಾಚಿತ್ರ ದಾಖಲೆಗಳ ಆಧಾರದಲ್ಲಿ 1956 ಮತ್ತು 1959ರ ನಡುವೆ ಈ ವಿಗ್ರಹಗಳು ದೇವಾಲಯಗಳಲ್ಲಿದ್ದುದು ದೃಢಪಟ್ಟಿದೆ. ನಂತರ ಅವು ಅಕ್ರಮವಾಗಿ ವಿದೇಶಕ್ಕೆ ಸಾಗಿಸಲ್ಪಟ್ಟಿವೆ. 2023ರಲ್ಲಿ ಈ ಕುರಿತು ಸಂಪೂರ್ಣ ತನಿಖೆ ನಡೆಸಲಾಗಿತ್ತು. — [476, 966, 686, 1034]
ram-body-col2 — [252, 876, 448, 1116]
chouhan-head — [866, 1318, 910, 1368]
yellow-dot — [496, 1983, 506, 1993]
amit-shah-photo — [252, 240, 448, 408]
popularity-body: ಐಪಿಪಿ ಪ್ರಯತ್ನಗಳ ಫಲವಾಗಿ, ಅಮೆರಿಕದಿಂದ ಹಲವಾರು ವಿಗ್ರಹಗಳನ್ನು 2023ರಲ್ಲಿ ಮರಳಿ ತರಲಾಗಿತ್ತು. ಈ ವೇಳೆ ಐಪಿಪಿ ಹೆಚ್ಚಿನ ಜನಪ್ರಿಯತೆ ಗಳಿಸಿತು. 2018ರಲ್ಲಿ ಸ್ಥಾಪನೆಯಾದ ಈ ಯೋಜನೆಯು ಪ್ರಾಚೀನ ಕಲಾಕೃತಿಗಳ ಛಾಯಾಚಿತ್ರಗಳನ್ನು ಸಂಗ್ರಹಿಸಿ, ಅವುಗಳ ಮೂಲವನ್ನು ಪತ್ತೆಹಚ್ಚುವ ಕಾರ್ಯ ಮಾಡುತ್ತಿದೆ. ಬ್ರಿಟನ್, ಆಸ್ಟ್ರೇಲಿಯಾ ಸೇರಿದಂತೆ ಹಲವು ದೇಶಗಳಿಂದ ವಿಗ್ರಹಗಳು ಮರಳಿವೆ. — [712, 1006, 1024, 1050]
british-headline: ಬ್ರಿಟಿಷ್ ಆಡಳಿತದಲ್ಲಿ ಒಟ್ಟಾರೆ ಸುಲಿಗೆ... — [548, 365, 686, 401]
trump-highlight-box — [558, 1330, 648, 1392]
tmc-body-col2 — [252, 414, 448, 750]
divider — [548, 1130, 549, 1576]
piprahwa-body: ಇಂಗ್ಲೆಂಡ್‌ನಲ್ಲಿದ್ದ ಬುದ್ಧನ ಪಿಪ್ರಾಹ್ವ ಅವಶೇಷಗಳು, ರತ್ನದ ಆಭರಣಗಳು ಸಹ ಅಮೂಲ್ಯ ಸೊತ್ತುಗಳನ್ನು ಕಳೆದ ವರ್ಷ ಜುಲೈನಲ್ಲಿ ಭಾರತಕ್ಕೆ ಯಶಸ್ವಿ ಮರಳಿ ತರಲಾಗಿದೆ. 127 ವರ್ಷಗಳ ಬಳಿಕ ಇವು ತಾಯ್ನಾಡಿಗೆ ಮರಳಿದ್ದು, ಪ್ರಧಾನಿ ಮೋದಿ ಈ ಕುರಿತು ಸಂತಸ ವ್ಯಕ್ತಪಡಿಸಿದ್ದಾರೆ. ಹಾಂಕಾಂಗ್‌ನಲ್ಲಿ ಹರಾಜಿಗೆ ಇಡಲಾಗಿದ್ದ ಈ ಅವಶೇಷಗಳನ್ನು ಸರ್ಕಾರ ತಡೆಹಿಡಿದು ಮರಳಿ ತಂದಿದೆ. ಇವುಗಳನ್ನು ದೆಹಲಿಯ ರಾಷ್ಟ್ರೀಯ ವಸ್ತುಸಂಗ್ರಹಾಲಯದಲ್ಲಿ ಪ್ರದರ್ಶನಕ್ಕೆ ಇಡಲಾಗಿದೆ. ಮುಂದಿನ ದಿನಗಳಲ್ಲಿ ಇನ್ನಷ್ಟು ಅವಶೇಷಗಳು ಮರಳಲಿವೆ. — [1012, 662, 1302, 717]
feature-headline-2 — [712, 467, 1306, 525]
kiru-item1-body — [40, 1250, 260, 1476]
kiru-item1-headline: ಇಂದು ಪಂಜಾಬ್‌ಗೆ ಪ್ರಧಾನಿ ಮೋದಿ ಭೇಟಿ — [50, 1199, 250, 1217]
sudhi-badge — [966, 322, 1036, 392]
ram-headline: ಏ.30ರೊಳಗೆ ರಾಮ ಮಂದಿರ ನಿರ್ಮಾಣ ಕಾರ್ಯ ಪೂರ್ಣ — [40, 787, 356, 859]
divider — [1034, 826, 1035, 1110]
tmc-subhead: ನುಸುಳುಕೋರರಿಗೆ ವಂಚಿತವಾಗಿ — [252, 471, 341, 482]
black-dot — [869, 1983, 879, 1993]
logo-tagline: ರಾಷ್ಟ್ರ ಜಾಗೃತಿಯ ದೈನಿಕ — [124, 39, 177, 47]
cyan-dot — [1196, 1983, 1206, 1993]
bronze-eye-left — [790, 234, 834, 248]
tmc-kicker: ಟಿಎಂಸಿ ಸರ್ಕಾರವನ್ನು ತರಾಟೆಗೆತ್ತಿಕೊಂಡ ಶಾ — [40, 93, 261, 112]
masthead-title-band — [344, 14, 1294, 56]
logo-emblem-icon — [92, 12, 116, 36]
nataraja-figure — [1116, 154, 1186, 344]
divider — [838, 1130, 839, 1576]
black-dot — [159, 1983, 169, 1993]
date-label: 1 ಫೆಬ್ರವರಿ 2026 — [1168, 32, 1239, 45]
chouhan-shirt — [854, 1364, 922, 1400]
divider — [270, 1130, 271, 1960]
divider — [30, 1122, 1310, 1123]
divider — [898, 1588, 899, 1958]
terror-box-item1-text: ಅರಬ್ ದೇಶಗಳಿಗೆ ಭಾರತ ಸ್ಪಷ್ಟ ಸಂದೇಶ — [1113, 1696, 1242, 1707]
city-label: ಬೆಂಗಳೂರು — [1218, 50, 1252, 60]
modi-ven-body — [1138, 1218, 1308, 1572]
feature-headline-rest: ಸೊತ್ತುಗಳು — [993, 467, 1171, 525]
trump-dateline: •ವಾಷಿಂಗ್ಟನ್: — [558, 1200, 600, 1210]
black-dot — [1235, 1983, 1245, 1993]
blue-box-text: ಭಾರತದಿಂದ ಕಳವು ಮಾಡಲಾಗಿರುವ ವಿಗ್ರಹಗಳು ಭಾರತಾಂಬೆಯ ಮಡಿಲಿಗೆ ವಾಪಸ್ — [1027, 567, 1287, 597]
divider — [465, 84, 466, 1114]
chouhan-photo — [848, 1310, 928, 1400]
kiru-item1-text: ಪ್ರಧಾನಿ ನರೇಂದ್ರ ಮೋದಿ ಅವರು ಭಾನುವಾರ ಪಂಜಾಬ್‌ಗೆ ಭೇಟಿ ನೀಡಲಿದ್ದು, ಆದಂಪುರ ವಿಮಾನ ನಿಲ್ದಾಣದ ಹೊಸ ಹೆಸರನ್ನು ಅನಾವರಣಗೊಳಿಸಲಿದ್ದಾರೆ. ಶ್ರೀ ಗುರು ರವಿದಾಸ್ ಜೀ ಅವರ 649ನೇ ಜನ್ಮದಿನದ ಪ್ರಯುಕ್ತ ಆದಂಪುರ ವಿಮಾನ ನಿಲ್ದಾಣಕ್ಕೆ ಶ್ರೀ ಗುರು ರವಿದಾಸ್ ಮಹಾರಾಜ್ ವಿಮಾನ ನಿಲ್ದಾಣ ಎಂದು ನಾಮಕರಣ ಮಾಡಲಾಗುವುದು. ಜೊತೆಗೆ ಲುಧಿಯಾನದ ಹಲ್ವಾರಾ ವಿಮಾನ ನಿಲ್ದಾಣದ ಹೊಸ ಟರ್ಮಿನಲ್ ಕಟ್ಟಡವನ್ನೂ ಉದ್ಘಾಟಿಸಲಿದ್ದಾರೆ. — [40, 1250, 260, 1330]
kirusuddi-chevron-icon — [234, 1146, 256, 1180]
budget-col3: ಸಾಲದ ಮಟ್ಟ: 2025-26ರಲ್ಲಿ ಕೇಂದ್ರದ ಸಾಲ ಜಿಡಿಪಿಯ ಶೇ.56.1ರಷ್ಟಿದೆ. ವಿತ್ತೀಯ ಕೊರತೆ: ಕೇಂದ್ರ ಬಜೆಟ್ 2025-26ರ ಪ್ರಕಾರ ವಿತ್ತೀಯ ಕೊರತೆ ಶೇ.4.4ಕ್ಕೆ ಇಳಿಕೆಯಾಗಿದೆ. ತೆರಿಗೆ ಆದಾಯ: ಒಟ್ಟು ತೆರಿಗೆ ಆದಾಯ 42.7 ಲಕ್ಷ ಕೋಟಿ ರೂ. ಒಟ್ಟು ಖರ್ಚು 50.65 ಲಕ್ಷ ಕೋಟಿ ರೂ. ಆಗುವ ನಿರೀಕ್ಷೆ ಇದೆ. — [580, 1680, 720, 1760]
orange-box-headline: ಕಲಾಕೃತಿಗಳ ವಾಪಸಾತಿಗೆ ಐಪಿಪಿ ಪರಿಶ್ರಮ — [722, 834, 905, 850]
trump-box-line2: ಆಡಳಿತ — [564, 1347, 588, 1359]
farmer-dateline: •ರಾಯ್ಪುರ: — [848, 1200, 884, 1210]
tmc-closing: 45 ದಿನಗಳೊಳಗೆ ಗಡಿಬೇಲಿ ನಿರ್ಮಾಣ: — [40, 736, 156, 746]
